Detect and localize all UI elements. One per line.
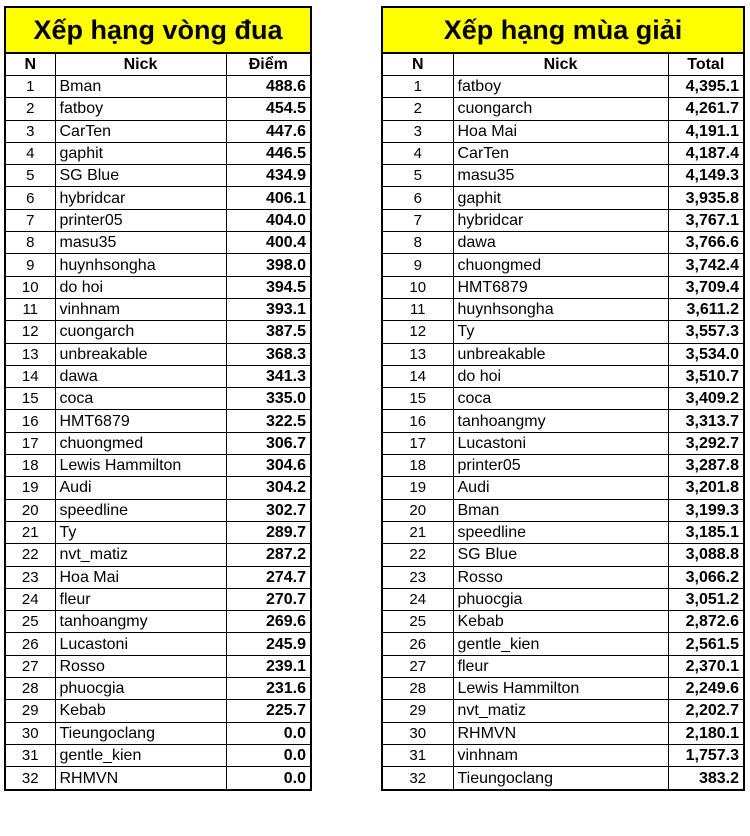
nick-cell: Tieungoclang bbox=[55, 722, 226, 744]
nick-cell: huynhsongha bbox=[453, 298, 668, 320]
nick-cell: nvt_matiz bbox=[453, 700, 668, 722]
rank-cell: 4 bbox=[6, 142, 55, 164]
score-cell: 4,261.7 bbox=[668, 98, 743, 120]
rank-cell: 7 bbox=[383, 209, 453, 231]
score-cell: 394.5 bbox=[226, 276, 310, 298]
table-row bbox=[6, 388, 310, 410]
score-cell: 3,088.8 bbox=[668, 544, 743, 566]
nick-cell: Lucastoni bbox=[55, 633, 226, 655]
nick-cell: masu35 bbox=[55, 232, 226, 254]
table-row bbox=[6, 767, 310, 789]
rank-cell: 24 bbox=[383, 588, 453, 610]
rank-cell: 19 bbox=[6, 477, 55, 499]
nick-cell: Lewis Hammilton bbox=[453, 678, 668, 700]
rank-cell: 32 bbox=[6, 767, 55, 789]
nick-cell: Rosso bbox=[453, 566, 668, 588]
rank-cell: 15 bbox=[383, 388, 453, 410]
score-cell: 270.7 bbox=[226, 588, 310, 610]
table-row bbox=[6, 744, 310, 766]
score-cell: 3,557.3 bbox=[668, 321, 743, 343]
score-cell: 225.7 bbox=[226, 700, 310, 722]
rank-cell: 27 bbox=[6, 655, 55, 677]
nick-cell: gentle_kien bbox=[453, 633, 668, 655]
table-row bbox=[6, 410, 310, 432]
rank-cell: 29 bbox=[383, 700, 453, 722]
nick-cell: fatboy bbox=[453, 76, 668, 98]
race-standings-table bbox=[4, 6, 312, 791]
score-cell: 447.6 bbox=[226, 120, 310, 142]
rank-cell: 6 bbox=[383, 187, 453, 209]
nick-cell: Ty bbox=[453, 321, 668, 343]
score-cell: 3,199.3 bbox=[668, 499, 743, 521]
col-header-nick: Nick bbox=[55, 54, 226, 76]
rank-cell: 24 bbox=[6, 588, 55, 610]
table-row bbox=[6, 678, 310, 700]
score-cell: 406.1 bbox=[226, 187, 310, 209]
table-row bbox=[6, 365, 310, 387]
score-cell: 488.6 bbox=[226, 76, 310, 98]
rank-cell: 18 bbox=[6, 455, 55, 477]
score-cell: 231.6 bbox=[226, 678, 310, 700]
nick-cell: phuocgia bbox=[453, 588, 668, 610]
rank-cell: 1 bbox=[383, 76, 453, 98]
table-row bbox=[6, 165, 310, 187]
nick-cell: tanhoangmy bbox=[55, 611, 226, 633]
nick-cell: vinhnam bbox=[453, 744, 668, 766]
nick-cell: unbreakable bbox=[453, 343, 668, 365]
rank-cell: 10 bbox=[383, 276, 453, 298]
nick-cell: fatboy bbox=[55, 98, 226, 120]
rank-cell: 7 bbox=[6, 209, 55, 231]
score-cell: 3,066.2 bbox=[668, 566, 743, 588]
rank-cell: 14 bbox=[383, 365, 453, 387]
nick-cell: coca bbox=[453, 388, 668, 410]
score-cell: 269.6 bbox=[226, 611, 310, 633]
score-cell: 3,534.0 bbox=[668, 343, 743, 365]
col-header-nick: Nick bbox=[453, 54, 668, 76]
rank-cell: 28 bbox=[6, 678, 55, 700]
rank-cell: 26 bbox=[6, 633, 55, 655]
score-cell: 3,292.7 bbox=[668, 432, 743, 454]
rank-cell: 14 bbox=[6, 365, 55, 387]
table-row bbox=[383, 98, 743, 120]
nick-cell: Tieungoclang bbox=[453, 767, 668, 789]
table-row bbox=[6, 655, 310, 677]
rank-cell: 9 bbox=[383, 254, 453, 276]
score-cell: 434.9 bbox=[226, 165, 310, 187]
nick-cell: Bman bbox=[55, 76, 226, 98]
nick-cell: SG Blue bbox=[55, 165, 226, 187]
table-row bbox=[6, 455, 310, 477]
table-row bbox=[383, 611, 743, 633]
rank-cell: 22 bbox=[383, 544, 453, 566]
nick-cell: Ty bbox=[55, 521, 226, 543]
rank-cell: 21 bbox=[6, 521, 55, 543]
table-row bbox=[6, 232, 310, 254]
nick-cell: SG Blue bbox=[453, 544, 668, 566]
score-cell: 3,313.7 bbox=[668, 410, 743, 432]
score-cell: 2,202.7 bbox=[668, 700, 743, 722]
rank-cell: 25 bbox=[6, 611, 55, 633]
score-cell: 4,395.1 bbox=[668, 76, 743, 98]
table-row bbox=[6, 254, 310, 276]
score-cell: 398.0 bbox=[226, 254, 310, 276]
score-cell: 239.1 bbox=[226, 655, 310, 677]
table-row bbox=[383, 76, 743, 98]
nick-cell: unbreakable bbox=[55, 343, 226, 365]
rank-cell: 4 bbox=[383, 142, 453, 164]
score-cell: 274.7 bbox=[226, 566, 310, 588]
nick-cell: Kebab bbox=[453, 611, 668, 633]
nick-cell: gaphit bbox=[55, 142, 226, 164]
rank-cell: 32 bbox=[383, 767, 453, 789]
rank-cell: 25 bbox=[383, 611, 453, 633]
table-row bbox=[383, 767, 743, 789]
nick-cell: hybridcar bbox=[55, 187, 226, 209]
col-header-rank: N bbox=[6, 54, 55, 76]
table-row bbox=[6, 120, 310, 142]
table-row bbox=[6, 343, 310, 365]
table-row bbox=[383, 499, 743, 521]
table-row bbox=[6, 722, 310, 744]
nick-cell: fleur bbox=[453, 655, 668, 677]
table-row bbox=[383, 165, 743, 187]
nick-cell: speedline bbox=[453, 521, 668, 543]
table-row bbox=[6, 611, 310, 633]
rank-cell: 22 bbox=[6, 544, 55, 566]
score-cell: 1,757.3 bbox=[668, 744, 743, 766]
rank-cell: 1 bbox=[6, 76, 55, 98]
nick-cell: printer05 bbox=[55, 209, 226, 231]
table-row bbox=[383, 298, 743, 320]
nick-cell: CarTen bbox=[453, 142, 668, 164]
table-row bbox=[383, 455, 743, 477]
score-cell: 404.0 bbox=[226, 209, 310, 231]
table-row bbox=[6, 477, 310, 499]
rank-cell: 30 bbox=[6, 722, 55, 744]
nick-cell: vinhnam bbox=[55, 298, 226, 320]
table-row bbox=[383, 410, 743, 432]
nick-cell: tanhoangmy bbox=[453, 410, 668, 432]
score-cell: 3,185.1 bbox=[668, 521, 743, 543]
rank-cell: 11 bbox=[383, 298, 453, 320]
table-row bbox=[383, 343, 743, 365]
nick-cell: gentle_kien bbox=[55, 744, 226, 766]
score-cell: 454.5 bbox=[226, 98, 310, 120]
score-cell: 3,201.8 bbox=[668, 477, 743, 499]
rank-cell: 6 bbox=[6, 187, 55, 209]
nick-cell: masu35 bbox=[453, 165, 668, 187]
rank-cell: 28 bbox=[383, 678, 453, 700]
rank-cell: 18 bbox=[383, 455, 453, 477]
rank-cell: 17 bbox=[6, 432, 55, 454]
score-cell: 400.4 bbox=[226, 232, 310, 254]
nick-cell: hybridcar bbox=[453, 209, 668, 231]
table-row bbox=[6, 499, 310, 521]
score-cell: 2,249.6 bbox=[668, 678, 743, 700]
rank-cell: 12 bbox=[383, 321, 453, 343]
score-cell: 3,767.1 bbox=[668, 209, 743, 231]
table-row bbox=[383, 232, 743, 254]
score-cell: 335.0 bbox=[226, 388, 310, 410]
table-row bbox=[383, 588, 743, 610]
rank-cell: 3 bbox=[383, 120, 453, 142]
table-row bbox=[383, 254, 743, 276]
table-row bbox=[6, 187, 310, 209]
rank-cell: 3 bbox=[6, 120, 55, 142]
nick-cell: printer05 bbox=[453, 455, 668, 477]
rank-cell: 31 bbox=[383, 744, 453, 766]
score-cell: 245.9 bbox=[226, 633, 310, 655]
score-cell: 4,149.3 bbox=[668, 165, 743, 187]
score-cell: 3,287.8 bbox=[668, 455, 743, 477]
nick-cell: fleur bbox=[55, 588, 226, 610]
col-header-total: Total bbox=[668, 54, 743, 76]
nick-cell: RHMVN bbox=[55, 767, 226, 789]
rank-cell: 29 bbox=[6, 700, 55, 722]
rank-cell: 2 bbox=[6, 98, 55, 120]
nick-cell: phuocgia bbox=[55, 678, 226, 700]
rank-cell: 13 bbox=[383, 343, 453, 365]
nick-cell: Hoa Mai bbox=[55, 566, 226, 588]
table-row bbox=[6, 700, 310, 722]
score-cell: 0.0 bbox=[226, 767, 310, 789]
nick-cell: do hoi bbox=[55, 276, 226, 298]
table-row bbox=[6, 521, 310, 543]
rank-cell: 20 bbox=[6, 499, 55, 521]
table-row bbox=[383, 187, 743, 209]
nick-cell: HMT6879 bbox=[55, 410, 226, 432]
nick-cell: cuongarch bbox=[55, 321, 226, 343]
rank-cell: 20 bbox=[383, 499, 453, 521]
score-cell: 4,191.1 bbox=[668, 120, 743, 142]
table-row bbox=[383, 633, 743, 655]
table-row bbox=[6, 76, 310, 98]
nick-cell: Audi bbox=[55, 477, 226, 499]
table-row bbox=[6, 544, 310, 566]
score-cell: 304.2 bbox=[226, 477, 310, 499]
rank-cell: 11 bbox=[6, 298, 55, 320]
table-row bbox=[383, 477, 743, 499]
table-row bbox=[6, 432, 310, 454]
rank-cell: 2 bbox=[383, 98, 453, 120]
table-row bbox=[6, 298, 310, 320]
table-row bbox=[383, 321, 743, 343]
nick-cell: huynhsongha bbox=[55, 254, 226, 276]
score-cell: 0.0 bbox=[226, 744, 310, 766]
table-row bbox=[6, 209, 310, 231]
nick-cell: coca bbox=[55, 388, 226, 410]
table-row bbox=[383, 544, 743, 566]
table-row bbox=[6, 588, 310, 610]
rank-cell: 30 bbox=[383, 722, 453, 744]
table-row bbox=[383, 388, 743, 410]
table-row bbox=[383, 566, 743, 588]
score-cell: 304.6 bbox=[226, 455, 310, 477]
table-row bbox=[383, 209, 743, 231]
nick-cell: do hoi bbox=[453, 365, 668, 387]
rank-cell: 5 bbox=[6, 165, 55, 187]
score-cell: 2,872.6 bbox=[668, 611, 743, 633]
nick-cell: Audi bbox=[453, 477, 668, 499]
score-cell: 289.7 bbox=[226, 521, 310, 543]
nick-cell: chuongmed bbox=[55, 432, 226, 454]
rank-cell: 12 bbox=[6, 321, 55, 343]
table-row bbox=[6, 142, 310, 164]
table-row bbox=[6, 566, 310, 588]
nick-cell: Kebab bbox=[55, 700, 226, 722]
score-cell: 3,742.4 bbox=[668, 254, 743, 276]
table-row bbox=[383, 521, 743, 543]
score-cell: 3,051.2 bbox=[668, 588, 743, 610]
score-cell: 3,935.8 bbox=[668, 187, 743, 209]
table-row bbox=[383, 700, 743, 722]
table-row bbox=[383, 432, 743, 454]
rank-cell: 23 bbox=[6, 566, 55, 588]
table-row bbox=[383, 655, 743, 677]
score-cell: 2,561.5 bbox=[668, 633, 743, 655]
table-row bbox=[383, 678, 743, 700]
score-cell: 341.3 bbox=[226, 365, 310, 387]
score-cell: 387.5 bbox=[226, 321, 310, 343]
rank-cell: 8 bbox=[383, 232, 453, 254]
nick-cell: Rosso bbox=[55, 655, 226, 677]
score-cell: 446.5 bbox=[226, 142, 310, 164]
score-cell: 4,187.4 bbox=[668, 142, 743, 164]
score-cell: 2,180.1 bbox=[668, 722, 743, 744]
nick-cell: gaphit bbox=[453, 187, 668, 209]
rank-cell: 16 bbox=[383, 410, 453, 432]
score-cell: 3,409.2 bbox=[668, 388, 743, 410]
table-row bbox=[383, 142, 743, 164]
nick-cell: HMT6879 bbox=[453, 276, 668, 298]
nick-cell: Lucastoni bbox=[453, 432, 668, 454]
score-cell: 302.7 bbox=[226, 499, 310, 521]
score-cell: 368.3 bbox=[226, 343, 310, 365]
table-row bbox=[383, 276, 743, 298]
race-standings-title: Xếp hạng vòng đua bbox=[6, 8, 310, 54]
rank-cell: 9 bbox=[6, 254, 55, 276]
score-cell: 383.2 bbox=[668, 767, 743, 789]
score-cell: 2,370.1 bbox=[668, 655, 743, 677]
score-cell: 393.1 bbox=[226, 298, 310, 320]
table-row bbox=[6, 633, 310, 655]
score-cell: 287.2 bbox=[226, 544, 310, 566]
nick-cell: Lewis Hammilton bbox=[55, 455, 226, 477]
rank-cell: 16 bbox=[6, 410, 55, 432]
table-row bbox=[6, 98, 310, 120]
rank-cell: 8 bbox=[6, 232, 55, 254]
rank-cell: 21 bbox=[383, 521, 453, 543]
table-row bbox=[6, 321, 310, 343]
table-row bbox=[383, 722, 743, 744]
rank-cell: 19 bbox=[383, 477, 453, 499]
season-standings-title: Xếp hạng mùa giải bbox=[383, 8, 743, 54]
score-cell: 3,709.4 bbox=[668, 276, 743, 298]
score-cell: 322.5 bbox=[226, 410, 310, 432]
rank-cell: 13 bbox=[6, 343, 55, 365]
nick-cell: chuongmed bbox=[453, 254, 668, 276]
col-header-points: Điểm bbox=[226, 54, 310, 76]
score-cell: 306.7 bbox=[226, 432, 310, 454]
rank-cell: 10 bbox=[6, 276, 55, 298]
col-header-rank: N bbox=[383, 54, 453, 76]
table-row bbox=[383, 365, 743, 387]
table-row bbox=[383, 744, 743, 766]
rank-cell: 23 bbox=[383, 566, 453, 588]
nick-cell: dawa bbox=[55, 365, 226, 387]
nick-cell: Bman bbox=[453, 499, 668, 521]
rank-cell: 5 bbox=[383, 165, 453, 187]
table-row bbox=[383, 120, 743, 142]
rank-cell: 31 bbox=[6, 744, 55, 766]
rank-cell: 17 bbox=[383, 432, 453, 454]
score-cell: 3,510.7 bbox=[668, 365, 743, 387]
table-row bbox=[6, 276, 310, 298]
score-cell: 0.0 bbox=[226, 722, 310, 744]
rank-cell: 27 bbox=[383, 655, 453, 677]
rank-cell: 26 bbox=[383, 633, 453, 655]
nick-cell: cuongarch bbox=[453, 98, 668, 120]
nick-cell: Hoa Mai bbox=[453, 120, 668, 142]
score-cell: 3,611.2 bbox=[668, 298, 743, 320]
nick-cell: CarTen bbox=[55, 120, 226, 142]
nick-cell: RHMVN bbox=[453, 722, 668, 744]
nick-cell: speedline bbox=[55, 499, 226, 521]
nick-cell: nvt_matiz bbox=[55, 544, 226, 566]
rank-cell: 15 bbox=[6, 388, 55, 410]
score-cell: 3,766.6 bbox=[668, 232, 743, 254]
nick-cell: dawa bbox=[453, 232, 668, 254]
season-standings-table bbox=[381, 6, 745, 791]
